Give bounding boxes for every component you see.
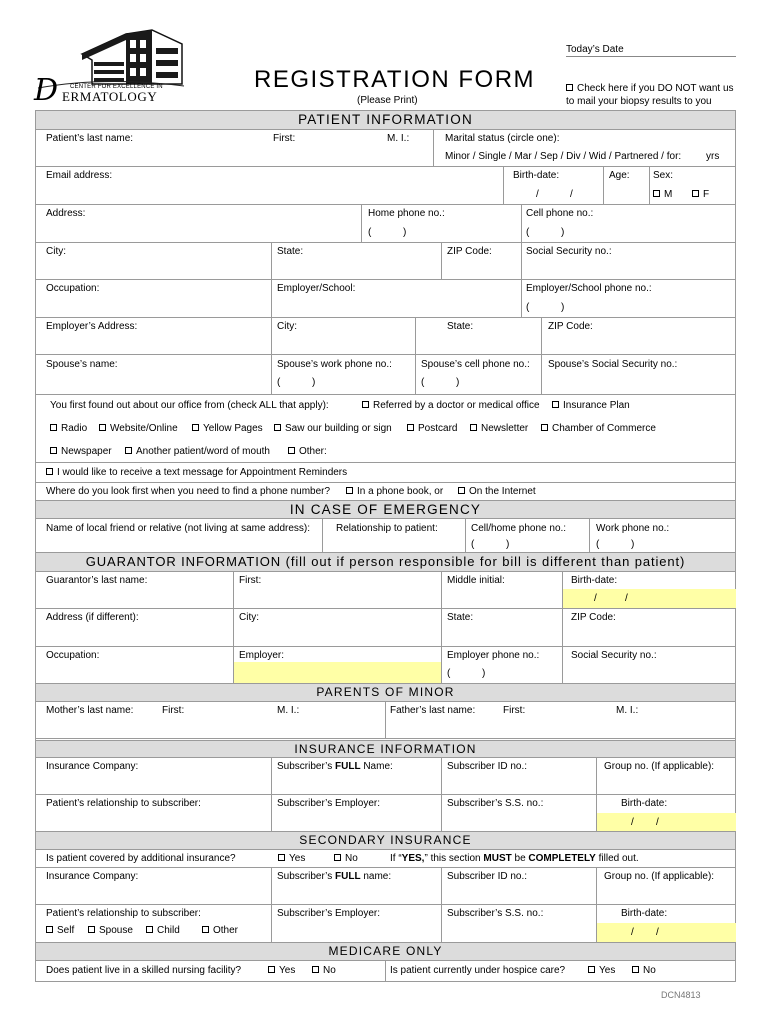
biopsy-opt-out: Check here if you DO NOT want us to mail your biopsy results to you	[566, 83, 734, 107]
referral-newspaper-option[interactable]: Newspaper	[50, 446, 112, 458]
document-code: DCN4813	[661, 990, 701, 1000]
emergency-work-label: Work phone no.:	[596, 523, 670, 534]
sex-label: Sex:	[653, 170, 674, 181]
guarantor-occupation-label: Occupation:	[46, 650, 100, 661]
emergency-name-label: Name of local friend or relative (not living at same address):	[46, 523, 311, 534]
guarantor-employer-phone-label: Employer phone no.:	[447, 650, 540, 661]
referral-newsletter-option[interactable]: Newsletter	[470, 423, 528, 435]
referral-chamber-option[interactable]: Chamber of Commerce	[541, 423, 656, 435]
logo-wordmark: ERMATOLOGY	[62, 89, 158, 104]
city-label: City:	[46, 246, 66, 257]
father-mi-label: M. I.:	[616, 705, 639, 716]
guarantor-first-label: First:	[239, 575, 262, 586]
phone-book-option[interactable]: In a phone book, or	[346, 486, 443, 498]
mother-first-label: First:	[162, 705, 185, 716]
zip-label: ZIP Code:	[447, 246, 492, 257]
todays-date-field[interactable]	[566, 56, 736, 57]
spouse-name-label: Spouse’s name:	[46, 359, 118, 370]
employer-address-row	[36, 318, 735, 355]
internet-option[interactable]: On the Internet	[458, 486, 536, 498]
section-minor-heading: PARENTS OF MINOR	[36, 684, 735, 702]
secondary-covered-question: Is patient covered by additional insurance?	[46, 853, 236, 864]
state-label: State:	[277, 246, 304, 257]
biopsy-checkbox[interactable]	[566, 84, 573, 91]
marital-options[interactable]: Minor / Single / Mar / Sep / Div / Wid / Partnered / for:	[445, 151, 682, 162]
marital-status-label: Marital status (circle one):	[445, 133, 560, 144]
mother-last-label: Mother’s last name:	[46, 705, 134, 716]
secondary-instruction: If “YES,” this section MUST be COMPLETELY filled out.	[390, 853, 639, 864]
guarantor-name-row: Guarantor’s last name: First: Middle initial: Birth-date: / /	[36, 572, 735, 609]
insurance-relationship-label: Patient’s relationship to subscriber:	[46, 798, 201, 809]
secondary-relationship-row: Patient’s relationship to subscriber: Self Spouse Child Other Subscriber’s Employer: Subscriber’s S.S. no.: Birth-date: / /	[36, 905, 735, 943]
occupation-row: Occupation: Employer/School: Employer/School phone no.: ( )	[36, 280, 735, 318]
secondary-birth-label: Birth-date:	[621, 908, 668, 919]
section-insurance-heading: INSURANCE INFORMATION	[36, 740, 735, 758]
sex-female-option[interactable]: F	[692, 189, 709, 201]
insurance-company-row	[36, 758, 735, 795]
medicare-row	[36, 961, 735, 981]
employer-state-label: State:	[447, 321, 474, 332]
referral-row	[36, 395, 735, 463]
section-medicare-heading: MEDICARE ONLY	[36, 943, 735, 961]
patient-name-row	[36, 130, 735, 167]
occupation-label: Occupation:	[46, 283, 100, 294]
referral-radio-option[interactable]: Radio	[50, 423, 87, 435]
address-label: Address:	[46, 208, 86, 219]
text-message-row	[36, 463, 735, 483]
referral-other-option[interactable]: Other:	[288, 446, 327, 458]
emergency-row: Name of local friend or relative (not living at same address): Relationship to patient: Cell/home phone no.: ( ) Work phone no.: ( )	[36, 519, 735, 553]
insurance-company-label: Insurance Company:	[46, 761, 139, 772]
secondary-subscriber-id-label: Subscriber ID no.:	[447, 871, 528, 882]
hospice-question: Is patient currently under hospice care?	[390, 965, 566, 976]
insurance-birth-label: Birth-date:	[621, 798, 668, 809]
city-row	[36, 243, 735, 280]
hospice-no-option[interactable]: No	[632, 965, 656, 977]
guarantor-middle-label: Middle initial:	[447, 575, 505, 586]
secondary-group-label: Group no. (If applicable):	[604, 871, 715, 882]
address-row: Address: Home phone no.: ( ) Cell phone no.: ( )	[36, 205, 735, 243]
patient-first-label: First:	[273, 133, 296, 144]
spouse-cell-phone-label: Spouse’s cell phone no.:	[421, 359, 530, 370]
referral-question: You first found out about our office from (check ALL that apply):	[50, 400, 329, 411]
father-first-label: First:	[503, 705, 526, 716]
guarantor-zip-label: ZIP Code:	[571, 612, 616, 623]
secondary-subscriber-name-label: Subscriber’s FULL name:	[277, 871, 392, 882]
section-patient-heading: PATIENT INFORMATION	[36, 111, 735, 130]
minor-row	[36, 702, 735, 739]
guarantor-city-label: City:	[239, 612, 259, 623]
birth-date-label: Birth-date:	[513, 170, 560, 181]
guarantor-birth-highlight[interactable]	[562, 589, 736, 608]
subscriber-id-label: Subscriber ID no.:	[447, 761, 528, 772]
guarantor-birth-label: Birth-date:	[571, 575, 618, 586]
email-row: Email address: Birth-date: / / Age: Sex: M F	[36, 167, 735, 205]
relationship-self-option[interactable]: Self	[46, 925, 74, 937]
secondary-company-row	[36, 868, 735, 905]
text-message-option[interactable]: I would like to receive a text message for Appointment Reminders	[46, 467, 347, 479]
marital-years-label: yrs	[706, 151, 720, 162]
insurance-birth-highlight[interactable]	[596, 813, 736, 831]
logo-initial: D	[34, 73, 59, 108]
guarantor-last-label: Guarantor’s last name:	[46, 575, 148, 586]
relationship-other-option[interactable]: Other	[202, 925, 238, 937]
mother-mi-label: M. I.:	[277, 705, 300, 716]
cell-phone-label: Cell phone no.:	[526, 208, 594, 219]
nursing-facility-question: Does patient live in a skilled nursing facility?	[46, 965, 242, 976]
group-number-label: Group no. (If applicable):	[604, 761, 715, 772]
emergency-cell-label: Cell/home phone no.:	[471, 523, 567, 534]
employer-school-phone-label: Employer/School phone no.:	[526, 283, 652, 294]
age-label: Age:	[609, 170, 630, 181]
hospice-yes-option[interactable]: Yes	[588, 965, 615, 977]
referral-insurance-option[interactable]: Insurance Plan	[552, 400, 630, 412]
spouse-work-phone-label: Spouse’s work phone no.:	[277, 359, 392, 370]
email-label: Email address:	[46, 170, 113, 181]
secondary-coverage-row	[36, 850, 735, 868]
guarantor-ssn-label: Social Security no.:	[571, 650, 657, 661]
referral-word-of-mouth-option[interactable]: Another patient/word of mouth	[125, 446, 270, 458]
guarantor-employer-highlight[interactable]	[233, 662, 441, 683]
secondary-relationship-label: Patient’s relationship to subscriber:	[46, 908, 201, 919]
form-subtitle: (Please Print)	[357, 95, 418, 106]
referral-building-option[interactable]: Saw our building or sign	[274, 423, 392, 435]
referral-yellow-pages-option[interactable]: Yellow Pages	[192, 423, 263, 435]
secondary-no-option[interactable]: No	[334, 853, 358, 865]
employer-school-label: Employer/School:	[277, 283, 356, 294]
guarantor-occupation-row: Occupation: Employer: Employer phone no.: ( ) Social Security no.:	[36, 647, 735, 684]
phone-lookup-row	[36, 483, 735, 501]
guarantor-employer-label: Employer:	[239, 650, 285, 661]
subscriber-employer-label: Subscriber’s Employer:	[277, 798, 381, 809]
relationship-spouse-option[interactable]: Spouse	[88, 925, 133, 937]
todays-date-label: Today’s Date	[566, 44, 624, 55]
guarantor-address-label: Address (if different):	[46, 612, 139, 623]
insurance-relationship-row: Patient’s relationship to subscriber: Subscriber’s Employer: Subscriber’s S.S. no.: Birth-date: / /	[36, 795, 735, 832]
form-grid	[35, 110, 736, 982]
secondary-yes-option[interactable]: Yes	[278, 853, 305, 865]
section-secondary-heading: SECONDARY INSURANCE	[36, 832, 735, 850]
guarantor-state-label: State:	[447, 612, 474, 623]
secondary-subscriber-ss-label: Subscriber’s S.S. no.:	[447, 908, 544, 919]
employer-city-label: City:	[277, 321, 297, 332]
nursing-yes-option[interactable]: Yes	[268, 965, 295, 977]
relationship-child-option[interactable]: Child	[146, 925, 180, 937]
nursing-no-option[interactable]: No	[312, 965, 336, 977]
referral-website-option[interactable]: Website/Online	[99, 423, 178, 435]
home-phone-label: Home phone no.:	[368, 208, 445, 219]
father-last-label: Father’s last name:	[390, 705, 476, 716]
logo-subtitle: CENTER FOR EXCELLENCE IN	[70, 84, 163, 90]
section-guarantor-heading: GUARANTOR INFORMATION (fill out if person responsible for bill is different than patient)	[36, 553, 735, 572]
phone-lookup-question: Where do you look first when you need to find a phone number?	[46, 486, 331, 497]
referral-postcard-option[interactable]: Postcard	[407, 423, 457, 435]
employer-address-label: Employer’s Address:	[46, 321, 138, 332]
form-title: REGISTRATION FORM	[254, 66, 536, 93]
emergency-relationship-label: Relationship to patient:	[336, 523, 438, 534]
spouse-row: Spouse’s name: Spouse’s work phone no.: ( ) Spouse’s cell phone no.: ( ) Spouse’s Social Security no.:	[36, 355, 735, 395]
subscriber-ss-label: Subscriber’s S.S. no.:	[447, 798, 544, 809]
patient-mi-label: M. I.:	[387, 133, 410, 144]
ssn-label: Social Security no.:	[526, 246, 612, 257]
employer-zip-label: ZIP Code:	[548, 321, 593, 332]
section-emergency-heading: IN CASE OF EMERGENCY	[36, 501, 735, 519]
subscriber-full-name-label: Subscriber’s FULL Name:	[277, 761, 393, 772]
secondary-company-label: Insurance Company:	[46, 871, 139, 882]
referral-doctor-option[interactable]: Referred by a doctor or medical office	[362, 400, 540, 412]
sex-male-option[interactable]: M	[653, 189, 672, 201]
guarantor-address-row	[36, 609, 735, 647]
patient-last-name-label: Patient’s last name:	[46, 133, 134, 144]
secondary-birth-highlight[interactable]	[596, 923, 736, 942]
secondary-subscriber-employer-label: Subscriber’s Employer:	[277, 908, 381, 919]
spouse-ssn-label: Spouse’s Social Security no.:	[548, 359, 678, 370]
